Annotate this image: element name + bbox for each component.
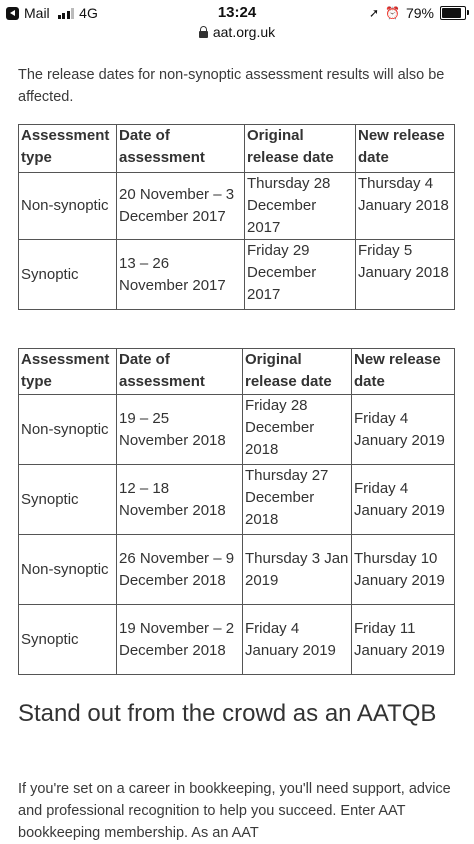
cell-new-date: Friday 5 January 2018 — [356, 240, 455, 310]
cell-original-date: Friday 28 December 2018 — [243, 395, 352, 465]
cell-new-date: Friday 11 January 2019 — [352, 605, 455, 675]
results-table-2018 — [18, 348, 455, 675]
cell-original-date: Friday 29 December 2017 — [245, 240, 356, 310]
intro-paragraph: The release dates for non-synoptic assessment results will also be affected. — [18, 67, 445, 105]
cell-new-date: Friday 4 January 2019 — [352, 465, 455, 535]
lock-icon — [199, 31, 208, 38]
table-row — [19, 173, 455, 240]
cell-assessment-date: 20 November – 3 December 2017 — [117, 173, 245, 240]
table-row — [19, 465, 455, 535]
cell-original-date: Thursday 3 Jan 2019 — [243, 535, 352, 605]
cell-original-date: Thursday 27 December 2018 — [243, 465, 352, 535]
header-new-release-date: New release date — [352, 349, 455, 395]
cell-original-date: Friday 4 January 2019 — [243, 605, 352, 675]
clock: 13:24 — [217, 4, 257, 21]
cell-type: Non-synoptic — [19, 173, 117, 240]
header-assessment-type: Assessment type — [19, 125, 117, 173]
cell-type: Synoptic — [19, 605, 117, 675]
header-original-release-date: Original release date — [243, 349, 352, 395]
cell-assessment-date: 19 – 25 November 2018 — [117, 395, 243, 465]
section-heading: Stand out from the crowd as an AATQB — [18, 700, 437, 727]
cell-new-date: Friday 4 January 2019 — [352, 395, 455, 465]
cell-type: Synoptic — [19, 465, 117, 535]
table-row — [19, 535, 455, 605]
cell-original-date: Thursday 28 December 2017 — [245, 173, 356, 240]
url-domain[interactable]: aat.org.uk — [212, 24, 276, 40]
cell-assessment-date: 19 November – 2 December 2018 — [117, 605, 243, 675]
status-right — [369, 5, 466, 21]
battery-percent: 79% — [405, 5, 434, 21]
header-assessment-type: Assessment type — [19, 349, 117, 395]
battery-icon — [440, 6, 466, 20]
table-row — [19, 240, 455, 310]
cell-type: Synoptic — [19, 240, 117, 310]
alarm-icon: ⏰ — [385, 6, 400, 20]
table-row — [19, 605, 455, 675]
cell-type: Non-synoptic — [19, 395, 117, 465]
table-row — [19, 395, 455, 465]
back-app-label[interactable]: Mail — [24, 5, 50, 21]
page-content — [18, 64, 458, 841]
status-bar — [0, 0, 474, 26]
cell-assessment-date: 26 November – 9 December 2018 — [117, 535, 243, 605]
header-date-of-assessment: Date of assessment — [117, 125, 245, 173]
table-header-row — [19, 125, 455, 173]
location-arrow-icon: ➚ — [368, 6, 380, 20]
cell-type: Non-synoptic — [19, 535, 117, 605]
header-new-release-date: New release date — [356, 125, 455, 173]
cell-new-date: Thursday 4 January 2018 — [356, 173, 455, 240]
header-date-of-assessment: Date of assessment — [117, 349, 243, 395]
cell-assessment-date: 13 – 26 November 2017 — [117, 240, 245, 310]
cell-assessment-date: 12 – 18 November 2018 — [117, 465, 243, 535]
cell-new-date: Thursday 10 January 2019 — [352, 535, 455, 605]
address-bar[interactable] — [0, 24, 474, 46]
table-header-row — [19, 349, 455, 395]
results-table-2017 — [18, 124, 455, 310]
network-type: 4G — [79, 5, 98, 21]
body-paragraph: If you're set on a career in bookkeeping, you'll need support, advice and professional recognition to help you succeed. Enter AAT bookkeeping membership. As an AAT — [18, 781, 451, 841]
header-original-release-date: Original release date — [245, 125, 356, 173]
